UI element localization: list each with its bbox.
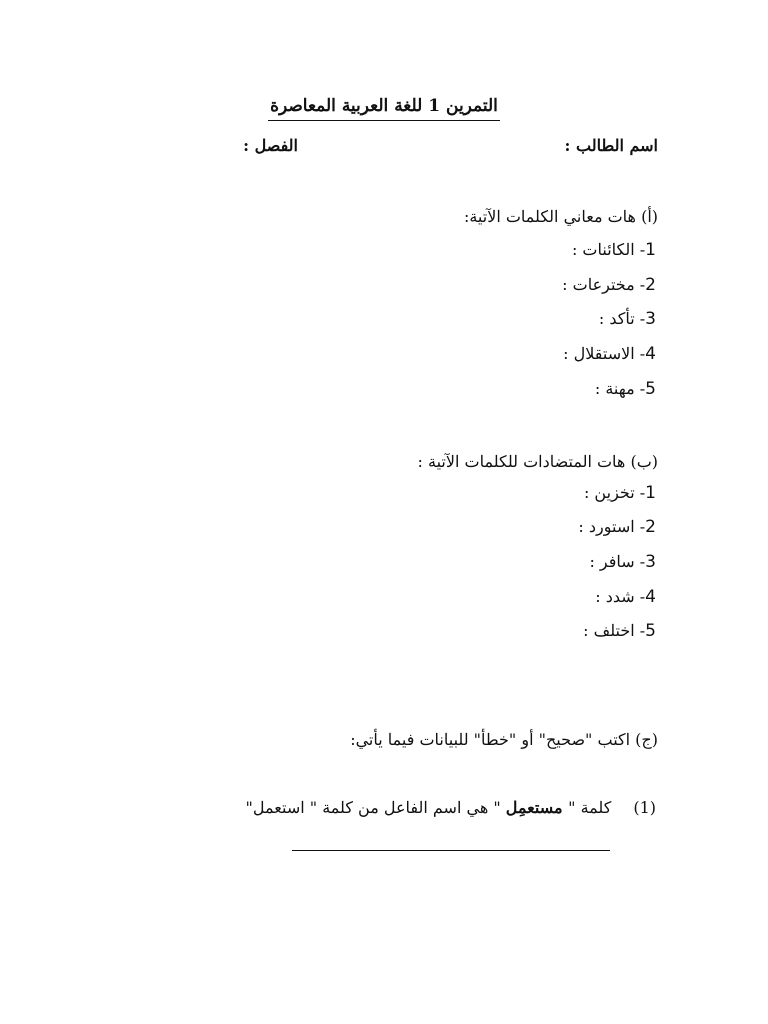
item-number: 2 (645, 517, 656, 537)
section-b-item-5 (583, 621, 656, 641)
section-a-item-5 (595, 379, 656, 399)
item-text: - شدد : (595, 587, 646, 606)
question-text-before: كلمة " (568, 798, 612, 817)
item-number: 4 (645, 587, 656, 607)
section-a-item-2 (562, 275, 656, 295)
item-text: - الاستقلال : (563, 344, 646, 363)
section-b-item-4 (595, 587, 656, 607)
item-number: 1 (645, 483, 656, 503)
item-number: 5 (645, 621, 656, 641)
class-label: الفصل : (243, 136, 298, 155)
item-text: - مخترعات : (562, 275, 646, 294)
section-a-heading: (أ) هات معاني الكلمات الآتية: (463, 207, 658, 226)
section-b-heading: (ب) هات المتضادات للكلمات الآتية : (417, 452, 658, 471)
item-number: 4 (645, 344, 656, 364)
item-text: - استورد : (578, 517, 646, 536)
section-b-item-1 (584, 483, 656, 503)
item-text: - تأكد : (598, 309, 646, 328)
item-text: - الكائنات : (571, 240, 646, 259)
worksheet-title-text: التمرين 1 للغة العربية المعاصرة (268, 96, 500, 121)
item-number: 2 (645, 275, 656, 295)
item-number: 3 (645, 309, 656, 329)
section-b-item-2 (578, 517, 656, 537)
item-text: - اختلف : (583, 621, 646, 640)
section-a-item-4 (563, 344, 656, 364)
question-bold-word: مستعمِل (505, 798, 569, 817)
section-a-item-1 (572, 240, 656, 260)
item-text: - تخزين : (583, 483, 646, 502)
question-number: (1) (633, 798, 656, 817)
item-number: 5 (645, 379, 656, 399)
true-false-question-1 (246, 798, 656, 817)
student-name-label: اسم الطالب : (564, 136, 658, 155)
answer-line[interactable] (292, 850, 610, 851)
item-text: - مهنة : (594, 379, 646, 398)
section-c-heading: (ج) اكتب "صحيح" أو "خطأ" للبيانات فيما يأتي: (350, 730, 658, 749)
item-text: - سافر : (589, 552, 646, 571)
item-number: 3 (645, 552, 656, 572)
question-text-after: " هي اسم الفاعل من كلمة " استعمل" (245, 798, 506, 817)
section-b-item-3 (589, 552, 656, 572)
worksheet-title (0, 96, 768, 121)
item-number: 1 (645, 240, 656, 260)
section-a-item-3 (599, 309, 656, 329)
